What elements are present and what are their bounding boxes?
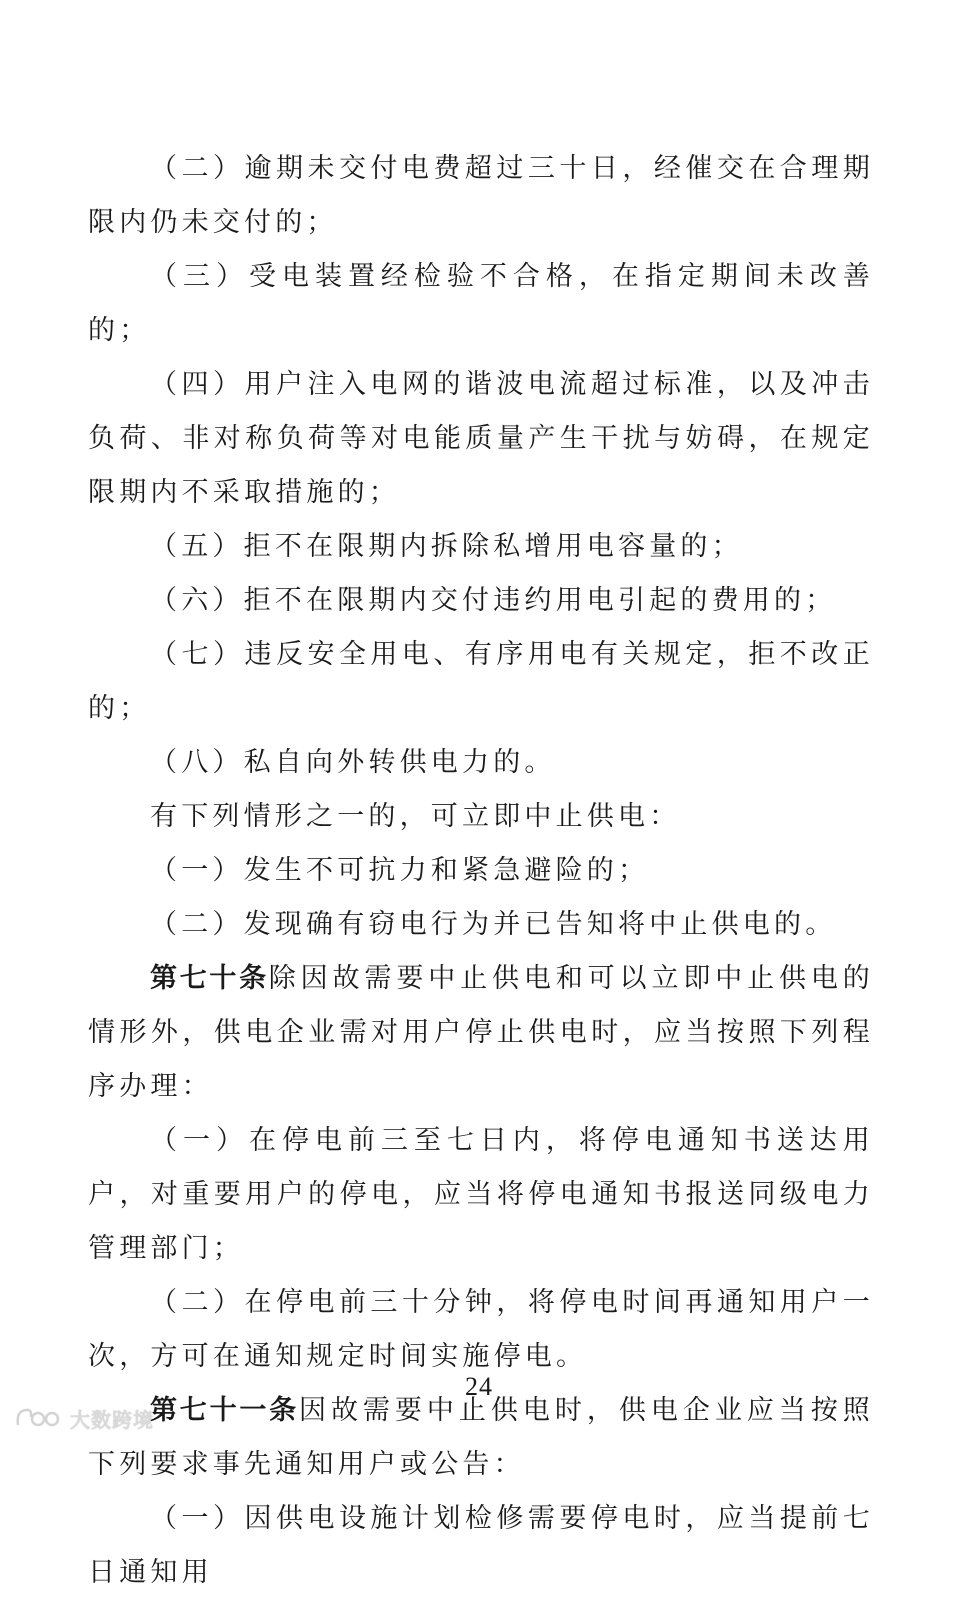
paragraph-4: [88, 520, 874, 574]
page-number: 24: [465, 1372, 493, 1401]
paragraph-text: （二）逾期未交付电费超过三十日，经催交在合理期限内仍未交付的；: [88, 153, 874, 238]
paragraph-15: [88, 1492, 874, 1600]
paragraph-text: （八）私自向外转供电力的。: [150, 747, 556, 778]
paragraph-text: （七）违反安全用电、有序用电有关规定，拒不改正的；: [88, 639, 874, 724]
paragraph-text: 因故需要中止供电时，供电企业应当按照下列要求事先通知用户或公告：: [88, 1395, 874, 1480]
paragraph-10: [88, 898, 874, 952]
paragraph-9: [88, 844, 874, 898]
paragraph-text: （四）用户注入电网的谐波电流超过标准，以及冲击负荷、非对称负荷等对电能质量产生干扰与妨碍，在规定限期内不采取措施的；: [88, 369, 874, 508]
paragraph-text: 有下列情形之一的，可立即中止供电：: [150, 801, 681, 832]
paragraph-7: [88, 736, 874, 790]
paragraph-12: [88, 1114, 874, 1276]
paragraph-text: 除因故需要中止供电和可以立即中止供电的情形外，供电企业需对用户停止供电时，应当按照下列程序办理：: [88, 963, 874, 1102]
paragraph-13: [88, 1276, 874, 1384]
brand-logo-icon: [14, 1405, 64, 1431]
paragraph-text: （二）在停电前三十分钟，将停电时间再通知用户一次，方可在通知规定时间实施停电。: [88, 1287, 874, 1372]
paragraph-text: （二）发现确有窃电行为并已告知将中止供电的。: [150, 909, 837, 940]
watermark: [14, 1404, 154, 1432]
paragraph-text: （一）因供电设施计划检修需要停电时，应当提前七日通知用: [88, 1503, 874, 1588]
paragraph-2: [88, 250, 874, 358]
paragraph-text: （一）发生不可抗力和紧急避险的；: [150, 855, 650, 886]
paragraph-8: [88, 790, 874, 844]
paragraph-6: [88, 628, 874, 736]
paragraph-1: [88, 142, 874, 250]
paragraph-5: [88, 574, 874, 628]
paragraph-11: [88, 952, 874, 1114]
paragraph-text: （六）拒不在限期内交付违约用电引起的费用的；: [150, 585, 837, 616]
paragraph-text: （五）拒不在限期内拆除私增用电容量的；: [150, 531, 743, 562]
article-heading: 第七十一条: [150, 1395, 299, 1426]
paragraph-text: （一）在停电前三至七日内，将停电通知书送达用户，对重要用户的停电，应当将停电通知书报送同级电力管理部门；: [88, 1125, 874, 1264]
watermark-text: 大数跨境: [70, 1407, 154, 1432]
article-heading: 第七十条: [150, 963, 269, 994]
paragraph-text: （三）受电装置经检验不合格，在指定期间未改善的；: [88, 261, 874, 346]
paragraph-3: [88, 358, 874, 520]
